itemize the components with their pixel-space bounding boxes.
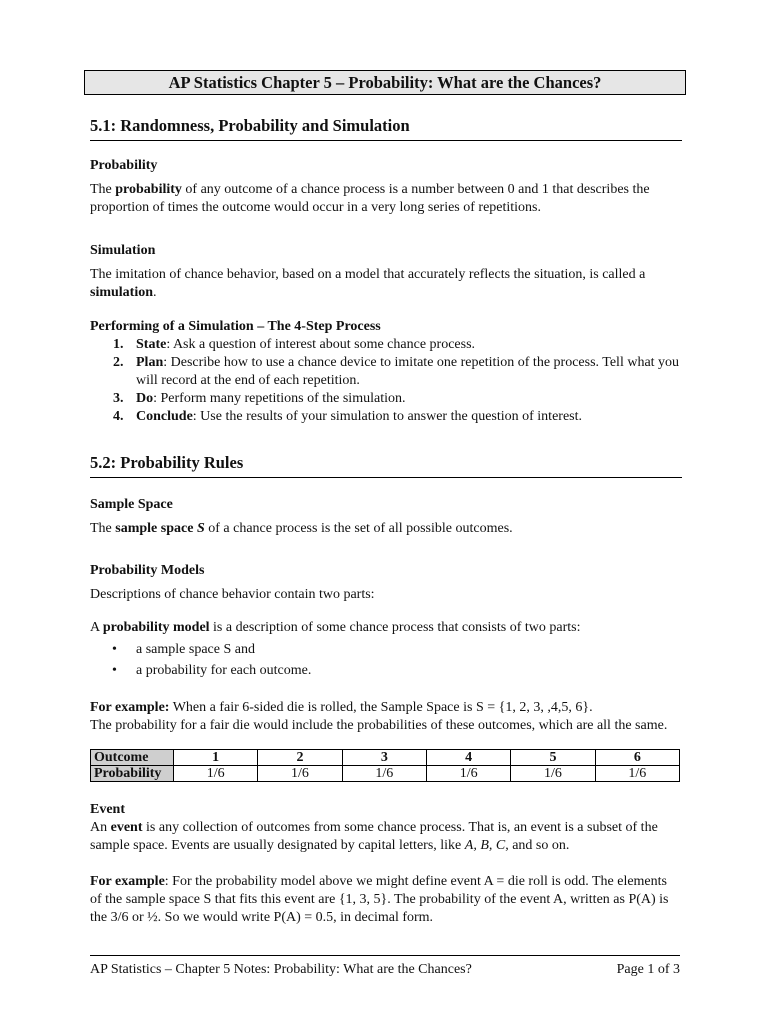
simulation-steps-list bbox=[90, 336, 680, 426]
probability-models-heading: Probability Models bbox=[90, 563, 205, 578]
page-number: Page 1 of 3 bbox=[616, 962, 680, 977]
event-example: For example: For the probability model above we might define event A = die roll is odd. The elements of the sample space S that fits this event are {1, 3, 5}. The probability of the event A, written as P(A) is the 3/6 or ½. So we would write P(A) = 0.5, in decimal form. bbox=[90, 874, 669, 925]
page-title: AP Statistics Chapter 5 – Probability: What are the Chances? bbox=[84, 70, 686, 95]
list-item: 1. State: Ask a question of interest about some chance process. bbox=[113, 337, 476, 352]
table-cell: 1/6 bbox=[174, 766, 258, 782]
table-cell: 1/6 bbox=[342, 766, 426, 782]
table-cell: 1/6 bbox=[426, 766, 510, 782]
probability-header: Probability bbox=[91, 766, 174, 782]
table-cell: 3 bbox=[342, 750, 426, 766]
outcome-header: Outcome bbox=[91, 750, 174, 766]
table-cell: 4 bbox=[426, 750, 510, 766]
process-heading: Performing of a Simulation – The 4-Step Process bbox=[90, 319, 381, 334]
probability-table bbox=[90, 749, 680, 782]
footer-title: AP Statistics – Chapter 5 Notes: Probability: What are the Chances? bbox=[90, 962, 472, 977]
section-heading-5-2: 5.2: Probability Rules bbox=[90, 454, 682, 478]
page-footer bbox=[90, 955, 680, 979]
table-row bbox=[91, 750, 680, 766]
sample-space-definition: The sample space S of a chance process is the set of all possible outcomes. bbox=[90, 521, 513, 536]
table-cell: 1/6 bbox=[258, 766, 342, 782]
event-heading: Event bbox=[90, 802, 125, 817]
simulation-heading: Simulation bbox=[90, 243, 156, 258]
probability-models-intro: Descriptions of chance behavior contain two parts: bbox=[90, 587, 375, 602]
list-item: 3. Do: Perform many repetitions of the simulation. bbox=[113, 391, 406, 406]
list-item: • a sample space S and bbox=[112, 642, 255, 657]
list-item: • a probability for each outcome. bbox=[112, 663, 312, 678]
simulation-definition: The imitation of chance behavior, based on a model that accurately reflects the situation, is called a simulation. bbox=[90, 267, 646, 300]
die-example: For example: When a fair 6-sided die is rolled, the Sample Space is S = {1, 2, 3, ,4,5, 6}. The probability for a fair die would include the probabilities of these outcomes, which are all the same. bbox=[90, 700, 668, 733]
probability-model-parts bbox=[90, 641, 680, 680]
probability-heading: Probability bbox=[90, 158, 158, 173]
table-cell: 6 bbox=[595, 750, 679, 766]
probability-definition: The probability of any outcome of a chance process is a number between 0 and 1 that describes the proportion of times the outcome would occur in a very long series of repetitions. bbox=[90, 182, 650, 215]
list-item: 4. Conclude: Use the results of your simulation to answer the question of interest. bbox=[113, 409, 583, 424]
table-cell: 1 bbox=[174, 750, 258, 766]
list-item: 2. Plan: Describe how to use a chance device to imitate one repetition of the process. Tell what you will record at the end of each repetition. bbox=[113, 355, 680, 388]
probability-model-definition: A probability model is a description of some chance process that consists of two parts: bbox=[90, 620, 581, 635]
section-heading-5-1: 5.1: Randomness, Probability and Simulation bbox=[90, 117, 682, 141]
table-cell: 1/6 bbox=[595, 766, 679, 782]
table-row bbox=[91, 766, 680, 782]
table-cell: 2 bbox=[258, 750, 342, 766]
table-cell: 1/6 bbox=[511, 766, 595, 782]
event-definition: An event is any collection of outcomes from some chance process. That is, an event is a subset of the sample space. Events are usually designated by capital letters, like A, B, C, and so on. bbox=[90, 820, 658, 853]
table-cell: 5 bbox=[511, 750, 595, 766]
sample-space-heading: Sample Space bbox=[90, 497, 173, 512]
document-page bbox=[90, 70, 680, 927]
